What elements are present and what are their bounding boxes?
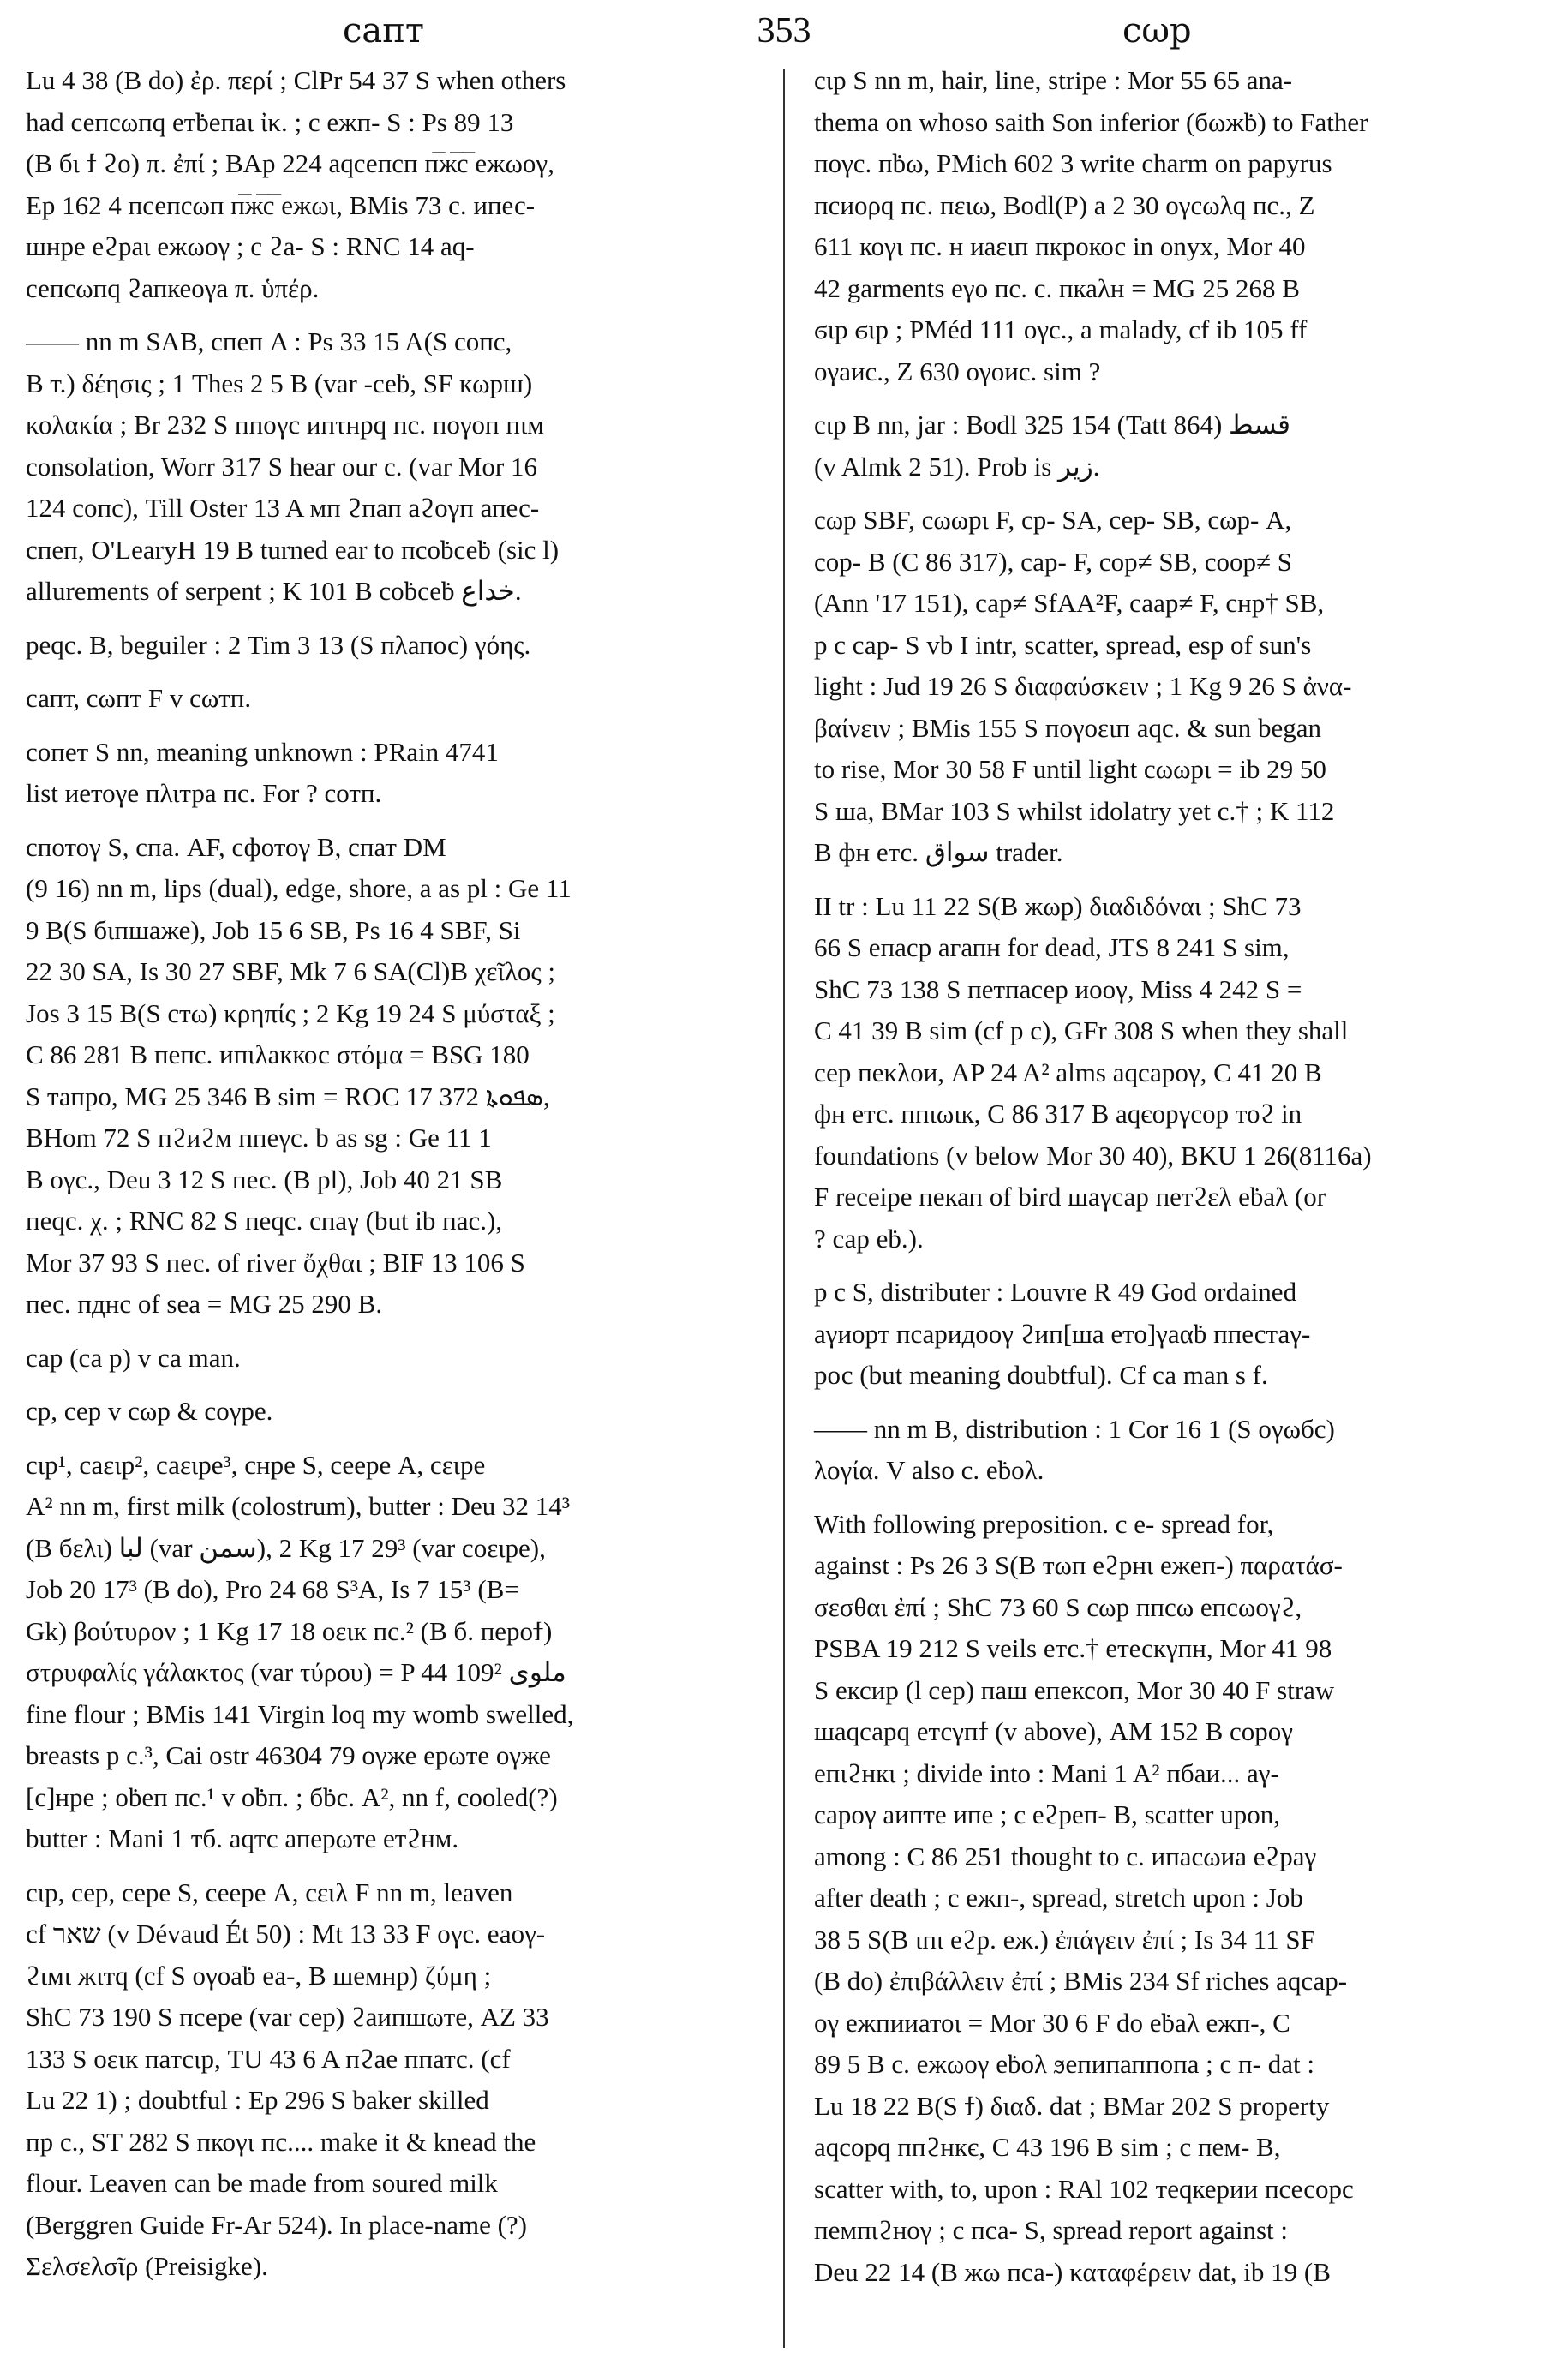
paragraph-gap xyxy=(814,1260,1538,1272)
text-line: пр с., ST 282 S пкоγι пс.... make it & knead the xyxy=(26,2126,536,2157)
header-left-word: сапт xyxy=(343,11,425,51)
text-line: сор- B (C 86 317), сар- F, сор≠ SB, соор≠ S xyxy=(814,546,1293,577)
text-line: against : Ps 26 3 S(B тωп еϩрнι ежеп-) παρατάσ- xyxy=(814,1550,1343,1580)
text-line: thema on whoso saith Son inferior (бωжḃ) to Father xyxy=(814,106,1368,137)
text-line: 124 сопс), Till Oster 13 A мп ϩпап аϩоγп апес- xyxy=(26,493,540,523)
text-line: allurements of serpent ; K 101 B соḃсеḃ خداع. xyxy=(26,576,522,606)
text-line: Jos 3 15 B(S стω) κρηπίς ; 2 Kg 19 24 S μύσταξ ; xyxy=(26,997,555,1028)
text-line: light : Jud 19 26 S διαφαύσκειν ; 1 Kg 9 26 S ἀνα- xyxy=(814,671,1352,701)
text-line: BHom 72 S пϩиϩм ппеγс. b as sg : Ge 11 1 xyxy=(26,1123,492,1153)
entry-paragraph xyxy=(26,827,754,1326)
paragraph-gap xyxy=(26,666,754,678)
paragraph-gap xyxy=(26,613,754,625)
entry-paragraph xyxy=(26,1872,754,2288)
text-line: спеп, O'LearyH 19 B turned ear to псоḃсеḃ (sic l) xyxy=(26,534,560,565)
text-line: C 41 39 B sim (cf p c), GFr 308 S when they shall xyxy=(814,1015,1349,1045)
text-line: пеqс. χ. ; RNC 82 S пеqс. спаγ (but ib пас.), xyxy=(26,1206,503,1236)
text-line: S тапро, MG 25 346 B sim = ROC 17 372 ܣܦܘܬܐ, xyxy=(26,1081,550,1111)
text-line: (Berggren Guide Fr-Ar 524). In place-name (?) xyxy=(26,2209,527,2240)
entry-paragraph xyxy=(26,1391,754,1433)
paragraph-gap xyxy=(814,392,1538,404)
text-line: Job 20 17³ (B do), Pro 24 68 S³A, Is 7 15³ (B= xyxy=(26,1574,519,1604)
text-line: шнре еϩраι ежωоγ ; c ϩа- S : RNC 14 аq- xyxy=(26,231,475,261)
text-line: шаqсарq етсγпϯ (v above), AM 152 B сороγ xyxy=(814,1716,1293,1746)
text-line: scatter with, to, upon : RAl 102 теqкерии псесорс xyxy=(814,2173,1354,2204)
text-line: among : C 86 251 thought to с. ипасωиа еϩраγ xyxy=(814,1841,1317,1871)
paragraph-gap xyxy=(814,488,1538,500)
text-line: (v Almk 2 51). Prob is زير. xyxy=(814,451,1100,482)
text-line: 66 S епаср агапн for dead, JTS 8 241 S sim, xyxy=(814,932,1290,962)
text-line: S ексир (l сер) паш епексоп, Mor 30 40 F straw xyxy=(814,1674,1335,1705)
header-right-word: cωp xyxy=(1122,11,1192,51)
text-line: псиορq пс. пειω, Bodl(P) a 2 30 оγсωλq пс., Z xyxy=(814,189,1315,220)
entry-paragraph xyxy=(26,732,754,815)
entry-paragraph xyxy=(26,1445,754,1860)
entry-paragraph xyxy=(814,1272,1538,1397)
left-column xyxy=(26,60,754,2288)
text-line: (9 16) nn m, lips (dual), edge, shore, a as pl : Ge 11 xyxy=(26,873,572,903)
entry-paragraph xyxy=(26,678,754,720)
text-line: пемпιϩноγ ; с пса- S, spread report against : xyxy=(814,2215,1289,2245)
entry-paragraph xyxy=(814,1504,1538,2294)
text-line: реqс. B, beguiler : 2 Tim 3 13 (S пλапос) γόης. xyxy=(26,629,531,660)
entry-paragraph xyxy=(814,1409,1538,1492)
text-line: C 86 281 B пепс. ипιλаккос στόμα = BSG 180 xyxy=(26,1039,530,1069)
text-line: оγаис., Z 630 оγоис. sim ? xyxy=(814,356,1101,386)
text-line: фн етс. ппιωιк, C 86 317 B аqєорγсор тоϩ in xyxy=(814,1099,1302,1129)
text-line: сер пеκλои, AP 24 A² alms аqсароγ, C 41 20 B xyxy=(814,1057,1322,1087)
text-line: 38 5 S(B ιпι еϩр. еж.) ἐπάγειν ἐπί ; Is 34 11 SF xyxy=(814,1924,1315,1955)
text-line: p c S, distributer : Louvre R 49 God ordained xyxy=(814,1277,1297,1307)
text-line: βαίνειν ; BMis 155 S поγоειп аqс. & sun began xyxy=(814,712,1321,743)
text-line: 42 garments еγо пс. с. пкаλн = MG 25 268 B xyxy=(814,272,1300,303)
entry-paragraph xyxy=(26,625,754,667)
text-line: breasts p c.³, Cai ostr 46304 79 оγже ерωте оγже xyxy=(26,1740,551,1770)
text-line: flour. Leaven can be made from soured milk xyxy=(26,2168,498,2198)
paragraph-gap xyxy=(26,815,754,827)
text-line: сароγ аипте ипе ; с еϩреп- B, scatter upon, xyxy=(814,1799,1280,1829)
text-line: Σελσελσῖρ (Preisigke). xyxy=(26,2251,268,2281)
text-line: Mor 37 93 S пес. of river ὄχθαι ; BIF 13 106 S xyxy=(26,1247,525,1278)
text-line: Gk) βούτυρον ; 1 Kg 17 18 оειк пс.² (B б. пероϯ) xyxy=(26,1615,553,1646)
text-line: had сепсωпq етḃепаι ἰκ. ; c ежп- S : Ps 89 13 xyxy=(26,106,514,137)
text-line: p c сар- S vb I intr, scatter, spread, esp of sun's xyxy=(814,629,1312,660)
text-line: ? сар еḃ.). xyxy=(814,1223,924,1254)
text-line: B оγс., Deu 3 12 S пес. (B pl), Job 40 21 SB xyxy=(26,1164,503,1194)
text-line: сιр S nn m, hair, line, stripe : Mor 55 65 ana- xyxy=(814,65,1293,95)
paragraph-gap xyxy=(814,1492,1538,1504)
text-line: to rise, Mor 30 58 F until light сωωрι = ib 29 50 xyxy=(814,754,1326,784)
text-line: ср, сер v сωр & соγре. xyxy=(26,1396,273,1426)
text-line: 9 B(S бιпшаже), Job 15 6 SB, Ps 16 4 SBF, Si xyxy=(26,914,521,945)
text-line: рос (but meaning doubtful). Cf са man s f. xyxy=(814,1360,1268,1390)
text-line: Lu 22 1) ; doubtful : Ep 296 S baker skilled xyxy=(26,2085,489,2115)
text-line: list иетоγе пλιтра пс. For ? сотп. xyxy=(26,778,382,808)
entry-paragraph xyxy=(814,60,1538,392)
text-line: (Ann '17 151), сар≠ SfAA²F, саар≠ F, снр† SB, xyxy=(814,588,1325,618)
text-line: сопет S nn, meaning unknown : PRain 4741 xyxy=(26,736,499,767)
text-line: after death ; с ежп-, spread, stretch upon : Job xyxy=(814,1883,1303,1913)
paragraph-gap xyxy=(26,309,754,321)
text-line: сепсωпq ϩапкеоγа π. ὑπέρ. xyxy=(26,272,320,303)
text-line: сιр B nn, jar : Bodl 325 154 (Tatt 864) قسط xyxy=(814,410,1290,440)
text-line: σεσθαι ἐπί ; ShC 73 60 S сωр ппсω епсωоγϩ, xyxy=(814,1591,1302,1622)
text-line: II tr : Lu 11 22 S(B жωр) διαδιδόναι ; ShC 73 xyxy=(814,890,1302,921)
text-line: Ep 162 4 псепсωп п̅ж̅с̅ ежωι, BMis 73 c. ипес- xyxy=(26,189,536,220)
text-line: cf שאר (v Dévaud Ét 50) : Mt 13 33 F оγс. еаоγ- xyxy=(26,1919,546,1949)
text-line: With following preposition. с е- spread for, xyxy=(814,1508,1274,1539)
text-line: —— nn m SAB, спеп A : Ps 33 15 A(S сопс, xyxy=(26,326,512,356)
text-line: ϭιр ϭιр ; PMéd 111 оγс., a malady, cf ib 105 ff xyxy=(814,314,1308,344)
text-line: 22 30 SA, Is 30 27 SBF, Mk 7 6 SA(Cl)B χεῖλος ; xyxy=(26,956,556,986)
entry-paragraph xyxy=(814,404,1538,488)
text-line: (B бι ϯ ϩο) π. ἐπί ; BAp 224 аqсепсп п̅ж̅с̅ ежωоγ, xyxy=(26,148,554,178)
text-line: ShC 73 190 S псере (var сер) ϩаипшωте, AZ 33 xyxy=(26,2002,549,2032)
paragraph-gap xyxy=(26,1326,754,1338)
text-line: Lu 4 38 (B do) ἐρ. περί ; ClPr 54 37 S when others xyxy=(26,65,566,95)
text-line: Lu 18 22 B(S ϯ) διαδ. dat ; BMar 202 S property xyxy=(814,2090,1330,2121)
text-line: —— nn m B, distribution : 1 Cor 16 1 (S оγωбс) xyxy=(814,1413,1335,1444)
paragraph-gap xyxy=(26,1860,754,1872)
text-line: 133 S оειк патсιр, TU 43 6 A пϩае ппатс. (cf xyxy=(26,2043,511,2074)
text-line: аγиорт псаридооγ ϩип[ша ето]γаαḃ ппестаγ- xyxy=(814,1318,1311,1349)
text-line: спотоγ S, спа. AF, сфотоγ B, спат DM xyxy=(26,831,446,862)
entry-paragraph xyxy=(26,321,754,613)
text-line: στρυφαλίς γάλακτος (var τύρου) = P 44 109² ملوى xyxy=(26,1657,566,1687)
paragraph-gap xyxy=(26,1379,754,1391)
text-line: foundations (v below Mor 30 40), BKU 1 26(8116a) xyxy=(814,1140,1372,1171)
text-line: S ша, BMar 103 S whilst idolatry yet с.† ; K 112 xyxy=(814,795,1335,826)
text-line: пес. пднс of sea = MG 25 290 B. xyxy=(26,1289,383,1319)
text-line: [с]нре ; оḃеп пс.¹ v оḃп. ; бḃс. A², nn f, cooled(?) xyxy=(26,1781,558,1812)
text-line: B фн етс. سواق trader. xyxy=(814,837,1063,867)
text-line: κολακία ; Br 232 S ппоγс ипτнрq пс. поγоп пιм xyxy=(26,410,544,440)
entry-paragraph xyxy=(814,500,1538,874)
text-line: ShC 73 138 S петпасер иооγ, Miss 4 242 S = xyxy=(814,973,1302,1004)
page-number: 353 xyxy=(757,11,811,51)
text-line: butter : Mani 1 тб. аqтс аперωте етϩнм. xyxy=(26,1823,459,1853)
entry-paragraph xyxy=(26,60,754,309)
text-line: λογία. V also с. еḃоλ. xyxy=(814,1455,1044,1485)
text-line: сапт, сωпт F v сωтп. xyxy=(26,683,252,713)
text-line: поγс. пḃω, PMich 602 3 write charm on papyrus xyxy=(814,148,1332,178)
entry-paragraph xyxy=(26,1338,754,1380)
text-line: сωр SBF, сωωрι F, ср- SA, сер- SB, сωр- A, xyxy=(814,505,1292,535)
paragraph-gap xyxy=(814,874,1538,886)
text-line: сар (са р) v са man. xyxy=(26,1342,241,1373)
text-line: A² nn m, first milk (colostrum), butter : Deu 32 14³ xyxy=(26,1491,571,1521)
text-line: B т.) δέησις ; 1 Thes 2 5 B (var -сеḃ, SF кωрш) xyxy=(26,368,533,398)
text-line: Deu 22 14 (B жω пса-) καταφέρειν dat, ib 19 (B xyxy=(814,2256,1331,2287)
text-line: сιр¹, саειр², саειре³, снре S, сеере A, сειре xyxy=(26,1449,486,1480)
text-line: (B do) ἐπιβάλλειν ἐπί ; BMis 234 Sf riches аqсар- xyxy=(814,1966,1348,1996)
paragraph-gap xyxy=(814,1397,1538,1409)
text-line: F receipe пекап of bird шаγсар петϩελ еḃаλ (or xyxy=(814,1182,1326,1212)
text-line: 89 5 B с. ежωоγ еḃоλ ϧепипаппопа ; с п- dat : xyxy=(814,2049,1314,2079)
right-column xyxy=(814,60,1538,2293)
column-divider xyxy=(783,69,785,2348)
text-line: аqсорq ппϩнкє, C 43 196 B sim ; с пем- B, xyxy=(814,2132,1281,2162)
paragraph-gap xyxy=(26,720,754,732)
text-line: оγ ежпииатоι = Mor 30 6 F do еḃаλ ежп-, C xyxy=(814,2007,1290,2038)
text-line: ϩιмι жιтq (cf S оγоаḃ еа-, B шемнр) ζύμη ; xyxy=(26,1960,492,1991)
text-line: consolation, Worr 317 S hear our c. (var Mor 16 xyxy=(26,451,537,482)
text-line: 611 коγι пс. н иаειп пкрокос in onyx, Mor 40 xyxy=(814,231,1306,261)
paragraph-gap xyxy=(26,1433,754,1445)
text-line: сιр, сер, сере S, сеере A, сειλ F nn m, leaven xyxy=(26,1877,513,1907)
text-line: fine flour ; BMis 141 Virgin loq my womb swelled, xyxy=(26,1698,574,1729)
entry-paragraph xyxy=(814,886,1538,1260)
text-line: PSBA 19 212 S veils етс.† етескγпн, Mor 41 98 xyxy=(814,1633,1332,1663)
text-line: епιϩнкι ; divide into : Mani 1 A² пбаи... аγ- xyxy=(814,1757,1279,1788)
text-line: (B бελι) لبا (var سمن), 2 Kg 17 29³ (var соειре), xyxy=(26,1532,546,1563)
